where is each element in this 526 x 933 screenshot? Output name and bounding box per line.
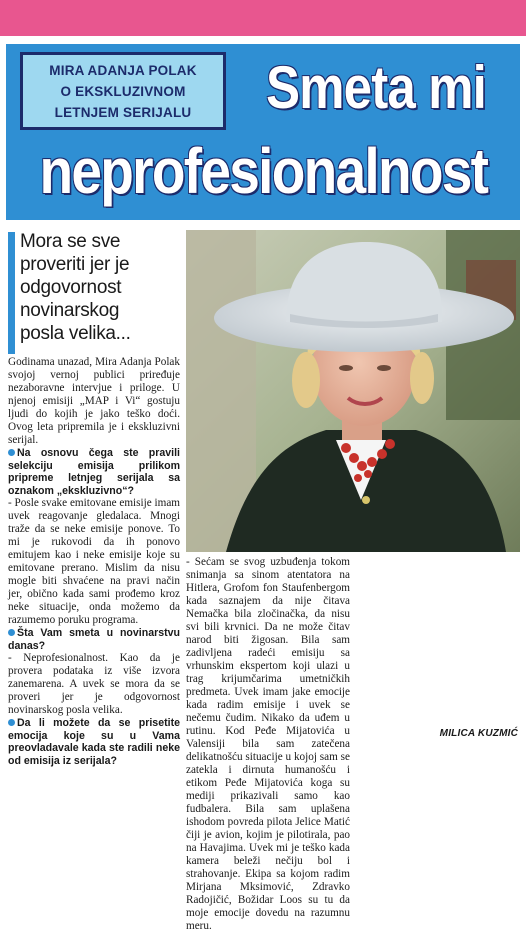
portrait-photo: [186, 230, 520, 552]
answer: - Sećam se svog uzbuđenja tokom snimanja sa sinom atentatora na Hitlera, Grofom fon Staufenbergom kada saznajem da nije čitava Nemačka bila zločinačka, da nisu svi bili krvnici. Da ne može čitav narod biti žigosan. Bila sam zadivljena radeći emisiju sa vrhunskim ekspertom koji ulazi u trag krijumčarima umetničkih predmeta. Uvek imam jake emocije kada radim emisije i uvek se nečemu čudim. Nikako da uđem u rutinu. Kod Peđe Mijatovića u Valensiji bila sam zatečena delikatnošću situacije u kojoj sam se zatekla i dirnuta humanošću i etikom Peđe Mijatovića koga su mediji prikazivali samo kao fudbalera. Bila sam uplašena ishodom povreda pilota Jelice Matić čiji je avion, kojim je pilotirala, pao na Havajima. Uvek mi je teško kada kamera beleži nečiju bol i strahovanje. Ekipa sa kojom radim Mirjana Mksimović, Zdravko Radojičić, Božidar Loos su tu da moje emocije dovedu na razumnu meru.: [186, 556, 350, 932]
top-pink-bar: [0, 0, 526, 36]
bullet-icon: [8, 629, 15, 636]
answer: - Neprofesionalnost. Kao da je provera podataka iz više izvora zanemarena. A uvek se mora da se proveri jer je odgovornost novinarskog posla velika.: [8, 652, 180, 716]
lead-quote: [20, 230, 178, 345]
question: [8, 627, 180, 652]
kicker-line: LETNJEM SERIJALU: [54, 104, 192, 120]
question: [8, 717, 180, 767]
kicker-box: [20, 52, 226, 130]
question-text: Šta Vam smeta u novinarstvu danas?: [8, 627, 180, 652]
text-column-1: [8, 356, 180, 767]
lead-line: odgovornost: [20, 277, 122, 298]
lead-line: Mora se sve: [20, 231, 121, 252]
text-column-2: [186, 556, 350, 933]
lead-line: posla velika...: [20, 323, 131, 344]
question: [8, 447, 180, 497]
headline-line-2-text: neprofesionalnost: [39, 135, 487, 207]
headline-line-1: Smeta mi: [266, 53, 486, 121]
question-text: Na osnovu čega ste pravili selekciju emisija prilikom pripreme letnjeg serijala sa oznakom „ekskluzivno“?: [8, 447, 180, 497]
kicker-line: MIRA ADANJA POLAK: [49, 62, 197, 78]
lead-line: proveriti jer je: [20, 254, 130, 275]
headline-line-2: [10, 128, 516, 214]
lead-accent-bar: [8, 232, 15, 354]
intro-paragraph: Godinama unazad, Mira Adanja Polak svojoj vernoj publici priređuje nezaboravne intervjue i priloge. U njenoj emisiji „MAP i Vi“ gostuju ljudi do kojih je jako teško doći. Ovog leta pripremila je i ekskluzivni serijal.: [8, 356, 180, 446]
lead-line: novinarskog: [20, 300, 120, 321]
answer: - Posle svake emitovane emisije imam uvek reagovanje gledalaca. Mnogi traže da se neke emisije ponove. To mi je rukovodi da ih ponovo emitujem kao i neke emisije koje su emitovane prerano. Mislim da nisu mogle biti shvaćene na pravi način jer, obično kada sami prođemo kroz neke situacije, onda možemo da razumemo poruku programa.: [8, 497, 180, 626]
question-text: Da li možete da se prisetite emocija koje su u Vama preovladavale kada ste radili neke od emisija iz serijala?: [8, 717, 180, 767]
bullet-icon: [8, 449, 15, 456]
bullet-icon: [8, 719, 15, 726]
author-byline: MILICA KUZMIĆ: [439, 728, 518, 739]
kicker-line: O EKSKLUZIVNOM: [60, 83, 186, 99]
portrait-illustration: [186, 230, 520, 552]
top-spacer: [0, 36, 526, 44]
